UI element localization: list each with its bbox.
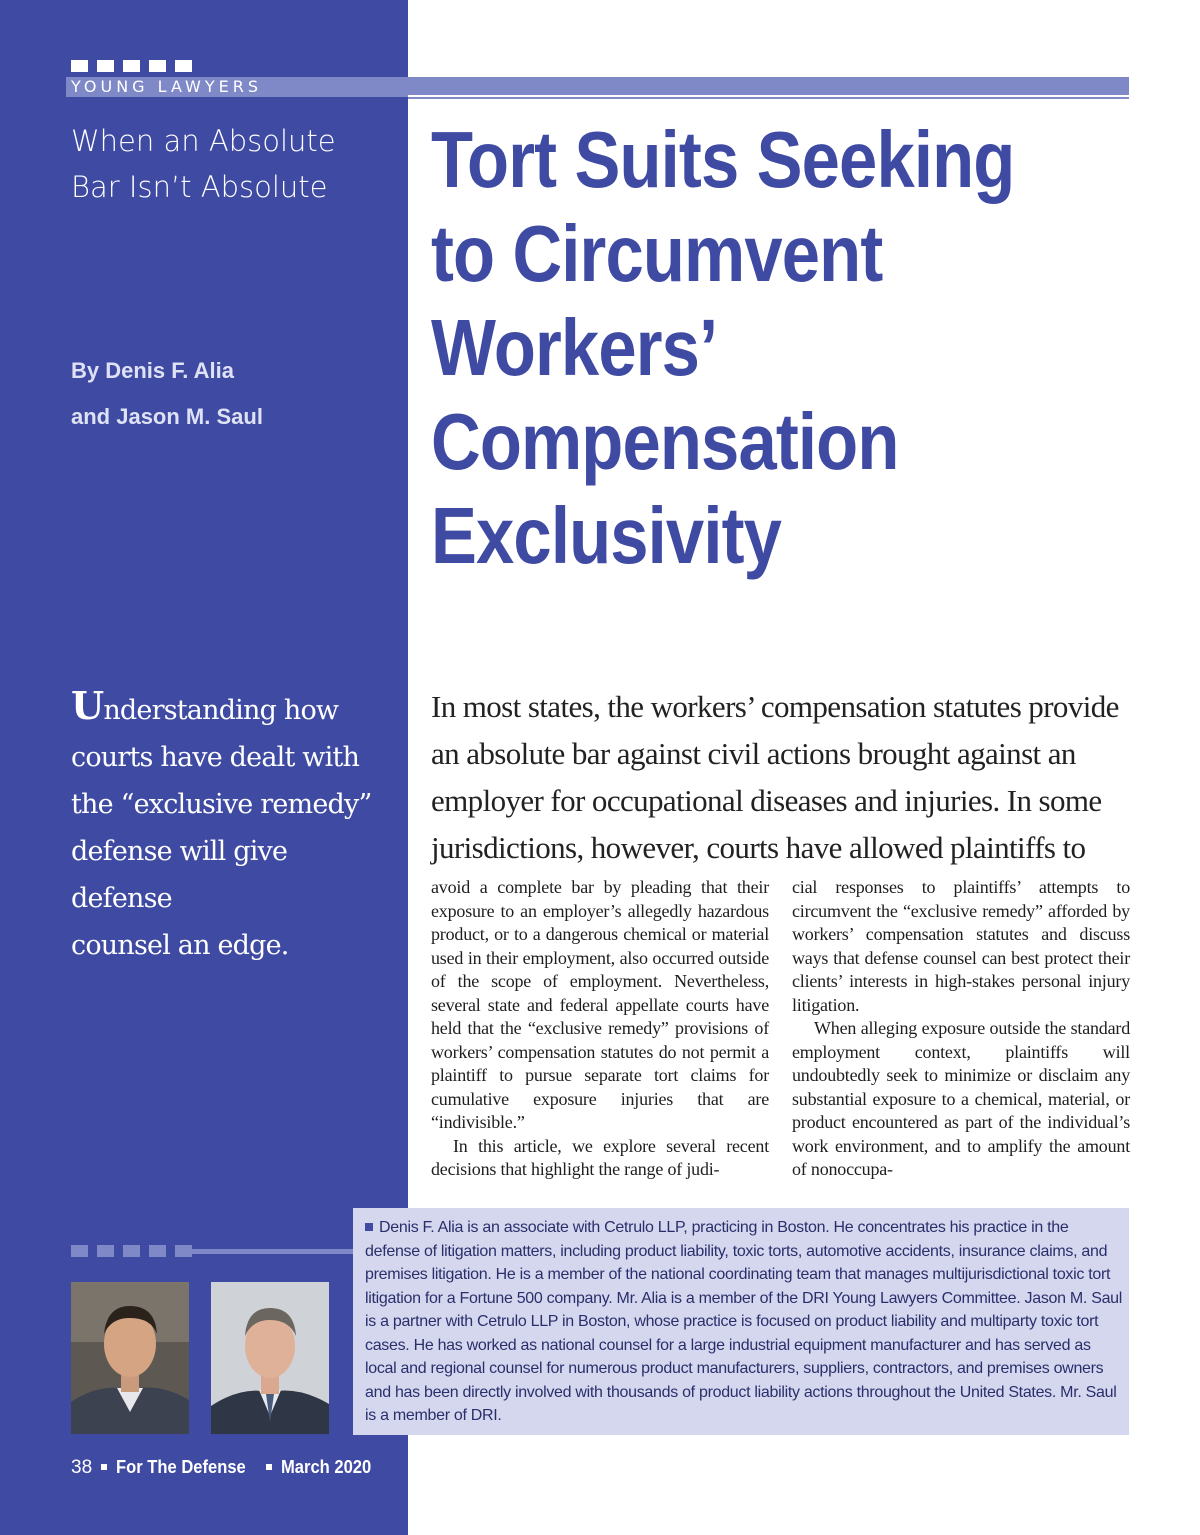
kicker (71, 118, 391, 210)
title-line: Exclusivity (431, 491, 782, 580)
bio-marker-icon (71, 1245, 192, 1257)
body-column-1 (431, 876, 769, 1182)
title-line: Compensation (431, 397, 899, 486)
body-paragraph: avoid a complete bar by pleading that their exposure to an employer’s allegedly hazardous product, or to a dangerous chemical or material used in their employment, also occurred outside of the scope of employment. Nevertheless, several state and federal appellate courts have held that the “exclusive remedy” provisions of workers’ compensation statutes do not permit a plaintiff to pursue separate tort claims for cumulative exposure injuries that are “indivisible.” (431, 877, 769, 1132)
author-photo-alia (71, 1282, 189, 1434)
author-photo-saul (211, 1282, 329, 1434)
kicker-line: When an Absolute (71, 124, 336, 158)
byline (71, 348, 263, 440)
section-marker-icon (71, 60, 192, 72)
page-footer (71, 1456, 379, 1479)
title-line: Workers’ (431, 303, 718, 392)
header-thin-rule (408, 97, 1129, 99)
footer-separator-icon (101, 1464, 107, 1470)
pull-quote-line: counsel an edge. (71, 930, 289, 961)
pull-quote-line: courts have dealt with (71, 742, 360, 773)
pull-quote-line: defense will give defense (71, 836, 288, 914)
author-bio-text: Denis F. Alia is an associate with Cetrulo LLP, practicing in Boston. He concentrates his practice in the defense of litigation matters, including product liability, toxic torts, automotive accidents, insurance claims, and premises litigation. He is a member of the national coordinating team that manages multijurisdictional toxic tort litigation for a Fortune 500 company. Mr. Alia is a member of the DRI Young Lawyers Committee. Jason M. Saul is a partner with Cetrulo LLP in Boston, whose practice is focused on product liability and multiparty toxic tort cases. He has worked as national counsel for a large industrial equipment manufacturer and has served as local and regional counsel for numerous product manufacturers, suppliers, contractors, and premises owners and has been directly involved with thousands of product liability actions throughout the United States. Mr. Saul is a member of DRI. (365, 1219, 1123, 1424)
article-title (431, 113, 1033, 583)
bio-marker-rule (186, 1249, 353, 1254)
lead-paragraph: In most states, the workers’ compensation statutes provide an absolute bar against civil actions brought against an employer for occupational diseases and injuries. In some jurisdictions, however, courts have allowed plaintiffs to (431, 689, 1119, 865)
pull-quote-text: nderstanding how (103, 695, 339, 726)
issue-date: March 2020 (281, 1457, 372, 1477)
byline-line: and Jason M. Saul (71, 404, 263, 429)
pull-quote (71, 682, 391, 969)
pull-quote-line (71, 682, 391, 734)
section-label: YOUNG LAWYERS (71, 77, 262, 96)
header-rule (408, 77, 1129, 95)
kicker-line: Bar Isn’t Absolute (71, 170, 328, 204)
footer-separator-icon (266, 1464, 272, 1470)
pull-quote-line: the “exclusive remedy” (71, 789, 372, 820)
byline-line: By Denis F. Alia (71, 358, 235, 383)
body-paragraph: In this article, we explore several recent decisions that highlight the range of judi- (431, 1135, 769, 1179)
drop-cap: U (71, 683, 104, 728)
body-column-2 (792, 876, 1130, 1182)
body-paragraph: cial responses to plaintiffs’ attempts to circumvent the “exclusive remedy” afforded by workers’ compensation statutes and discuss ways that defense counsel can best protect their clients’ interests in high-stakes personal injury litigation. (792, 877, 1130, 1015)
square-bullet-icon (365, 1223, 373, 1231)
page-number: 38 (71, 1457, 93, 1478)
publication-name: For The Defense (116, 1457, 246, 1477)
body-paragraph: When alleging exposure outside the standard employment context, plaintiffs will undoubtedly seek to minimize or disclaim any substantial exposure to a chemical, material, or product encountered as part of the individual’s work environment, and to amplify the amount of nonoccupa- (792, 1018, 1130, 1179)
title-line: Tort Suits Seeking (431, 115, 1015, 204)
author-bio (365, 1216, 1125, 1428)
title-line: to Circumvent (431, 209, 883, 298)
